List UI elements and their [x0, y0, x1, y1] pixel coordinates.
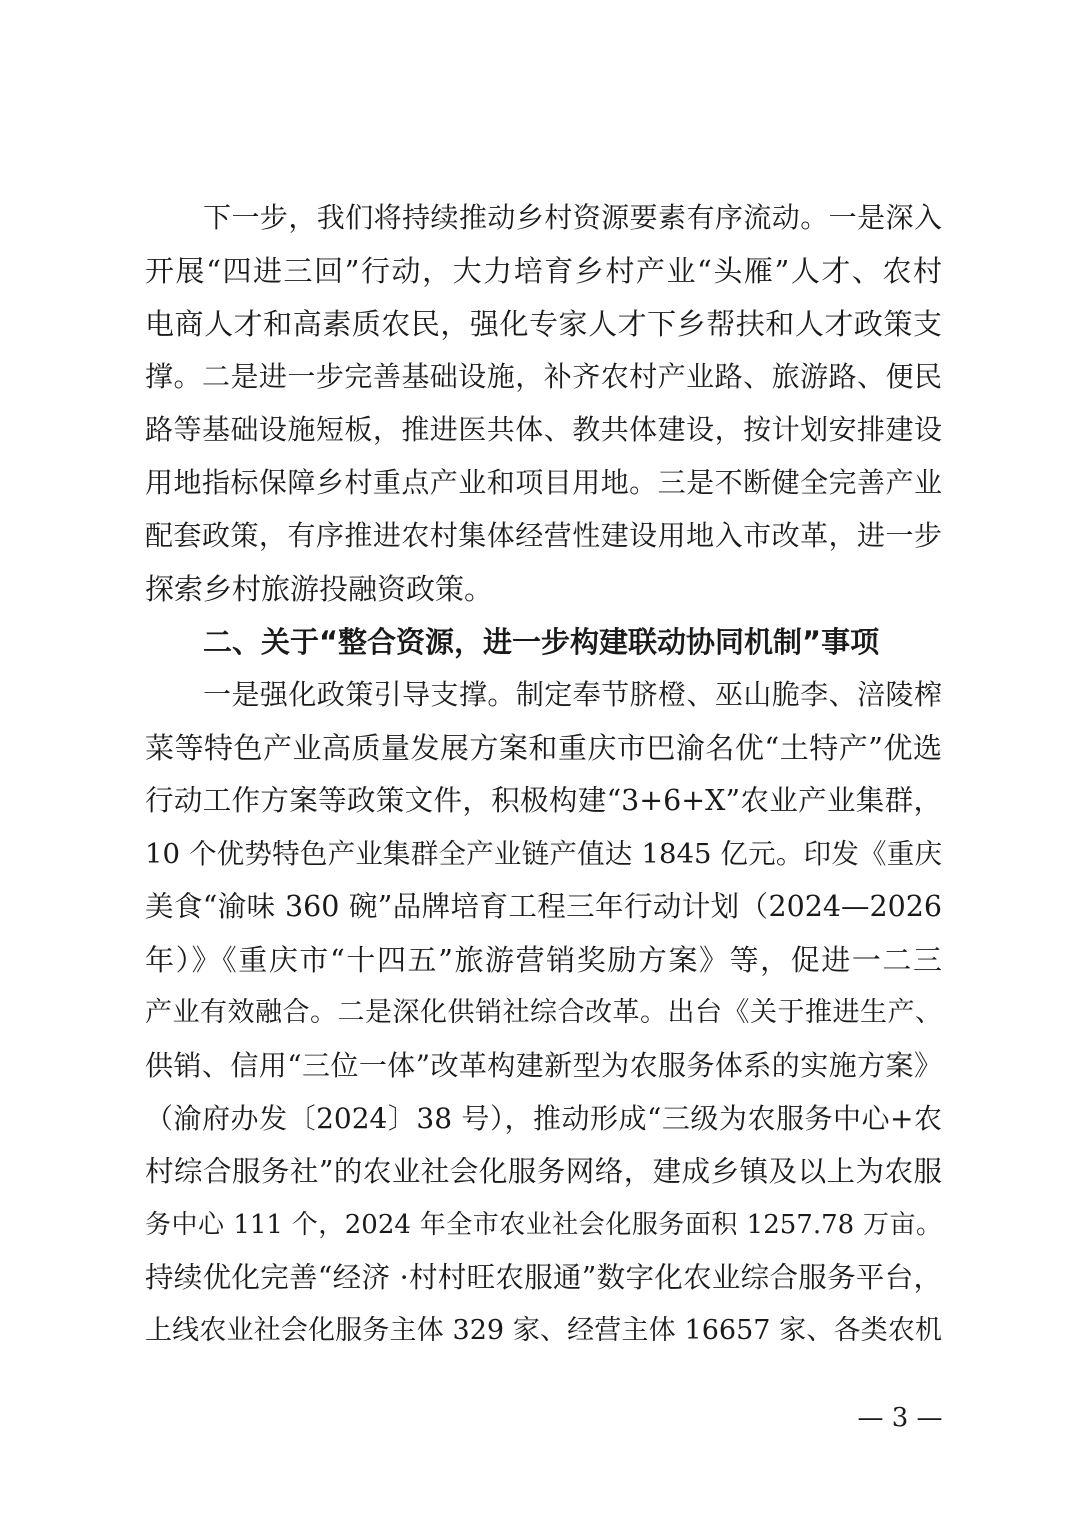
paragraph-2-line-7: 产业有效融合。二是深化供销社综合改革。出台《关于推进生产、 [145, 997, 942, 1028]
paragraph-1-line-5: 路等基础设施短板，推进医共体、教共体建设，按计划安排建设 [145, 413, 942, 446]
paragraph-1-line-6: 用地指标保障乡村重点产业和项目用地。三是不断健全完善产业 [145, 466, 942, 499]
paragraph-2-line-1: 一是强化政策引导支撑。制定奉节脐橙、巫山脆李、涪陵榨 [203, 678, 942, 711]
section-heading: 二、关于“整合资源，进一步构建联动协同机制”事项 [203, 625, 880, 659]
paragraph-2-line-3: 行动工作方案等政策文件，积极构建“3+6+X”农业产业集群， [145, 784, 942, 817]
paragraph-1-line-2: 开展“四进三回”行动，大力培育乡村产业“头雁”人才、农村 [145, 254, 942, 288]
paragraph-2-line-10: 村综合服务社”的农业社会化服务网络，建成乡镇及以上为农服 [145, 1155, 942, 1188]
paragraph-2-line-13: 上线农业社会化服务主体 329 家、经营主体 16657 家、各类农机 [145, 1315, 942, 1346]
paragraph-2-line-6: 年）》《重庆市“十四五”旅游营销奖励方案》等，促进一二三 [145, 943, 942, 977]
paragraph-2-line-2: 菜等特色产业高质量发展方案和重庆市巴渝名优“土特产”优选 [145, 731, 942, 765]
paragraph-2-line-8: 供销、信用“三位一体”改革构建新型为农服务体系的实施方案》 [145, 1049, 942, 1082]
paragraph-1-line-1: 下一步，我们将持续推动乡村资源要素有序流动。一是深入 [203, 201, 942, 234]
paragraph-1-line-7: 配套政策，有序推进农村集体经营性建设用地入市改革，进一步 [145, 519, 942, 552]
paragraph-2-line-9: （渝府办发〔2024〕38 号），推动形成“三级为农服务中心+农 [145, 1102, 942, 1135]
page-number: — 3 — [857, 1403, 943, 1433]
paragraph-2-line-12: 持续优化完善“经济 ·村村旺农服通”数字化农业综合服务平台， [145, 1261, 942, 1294]
paragraph-1-line-4: 撑。二是进一步完善基础设施，补齐农村产业路、旅游路、便民 [145, 360, 942, 393]
paragraph-1-line-8: 探索乡村旅游投融资政策。 [145, 572, 494, 606]
paragraph-2-line-5: 美食“渝味 360 碗”品牌培育工程三年行动计划（2024—2026 [145, 890, 942, 923]
paragraph-1-line-3: 电商人才和高素质农民，强化专家人才下乡帮扶和人才政策支 [145, 307, 942, 341]
paragraph-2-line-4: 10 个优势特色产业集群全产业链产值达 1845 亿元。印发《重庆 [145, 838, 942, 870]
paragraph-2-line-11: 务中心 111 个，2024 年全市农业社会化服务面积 1257.78 万亩。 [145, 1210, 942, 1240]
